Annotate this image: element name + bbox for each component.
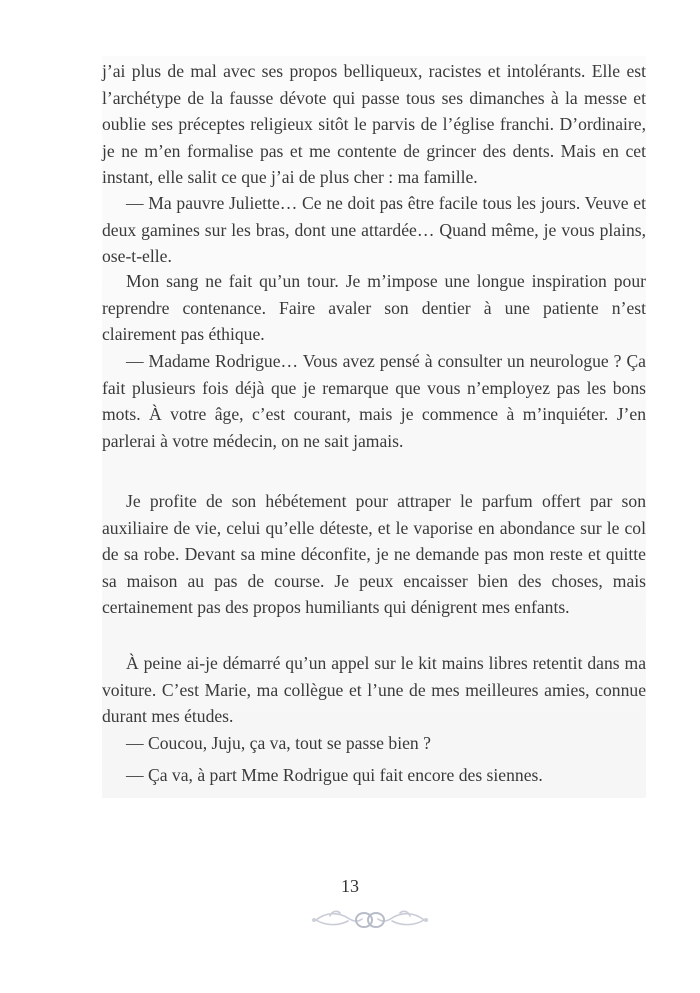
paragraph-3: Mon sang ne fait qu’un tour. Je m’impose une longue inspiration pour reprendre contenance. Faire avaler son dentier à une patiente n’est clairement pas éthique. [102, 271, 646, 345]
paragraph-5: Je profite de son hébétement pour attraper le parfum offert par son auxiliaire de vie, celui qu’elle déteste, et le vaporise en abondance sur le col de sa robe. Devant sa mine déconfite, je ne demande pas mon reste et quitte sa maison au pas de course. Je peux encaisser bien des choses, mais certainement pas des propos humiliants qui dénigrent mes enfants. [102, 491, 646, 618]
paragraph-2: — Ma pauvre Juliette… Ce ne doit pas être facile tous les jours. Veuve et deux gamines sur les bras, dont une attardée… Quand même, je vous plains, ose-t-elle. [102, 193, 646, 267]
page-number: 13 [341, 876, 359, 896]
paragraph-4: — Madame Rodrigue… Vous avez pensé à consulter un neurologue ? Ça fait plusieurs fois déjà que je remarque que vous n’employez pas les bons mots. À votre âge, c’est courant, mais je commence à m’inquiéter. J’en parlerai à votre médecin, on ne sait jamais. [102, 351, 646, 451]
paragraph-6: À peine ai-je démarré qu’un appel sur le kit mains libres retentit dans ma voiture. C’est Marie, ma collègue et l’une de mes meilleures amies, connue durant mes études. [102, 653, 646, 727]
paragraph-8: — Ça va, à part Mme Rodrigue qui fait encore des siennes. [126, 765, 543, 785]
text-block [102, 56, 646, 798]
paragraph-7: — Coucou, Juju, ça va, tout se passe bien ? [126, 733, 431, 753]
flourish-ornament-icon [310, 904, 430, 934]
paragraph-1: j’ai plus de mal avec ses propos belliqueux, racistes et intolérants. Elle est l’archétype de la fausse dévote qui passe tous ses dimanches à la messe et oublie ses préceptes religieux sitôt le parvis de l’église franchi. D’ordinaire, je ne m’en formalise pas et me contente de grincer des dents. Mais en cet instant, elle salit ce que j’ai de plus cher : ma famille. [102, 61, 646, 188]
